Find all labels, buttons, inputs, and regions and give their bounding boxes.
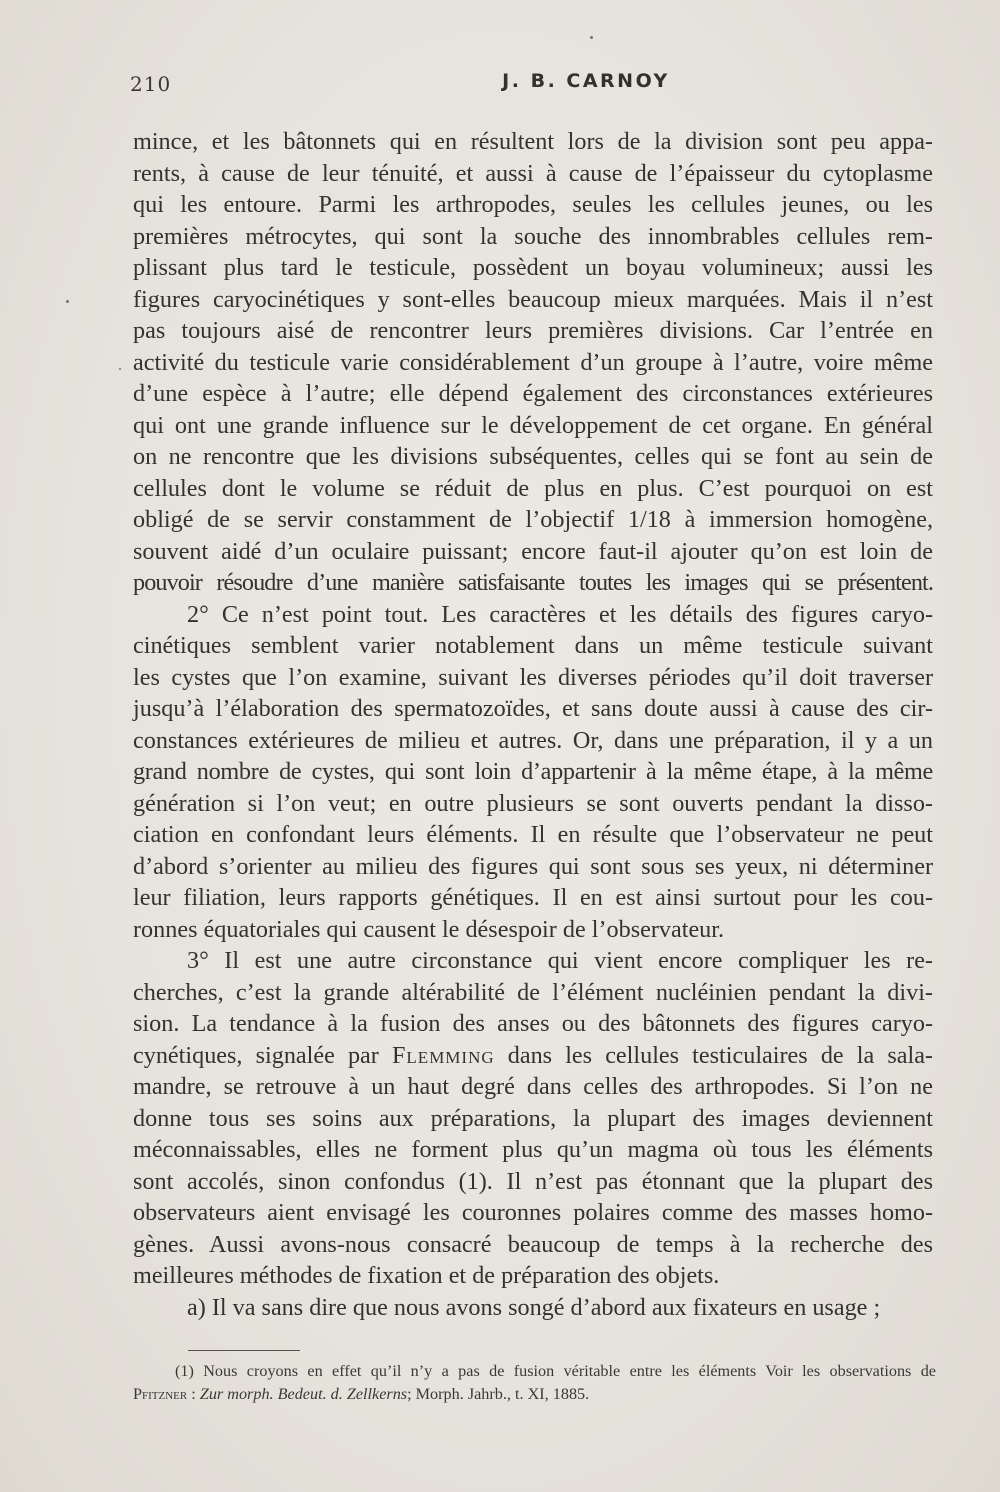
text-line: jusqu’à l’élaboration des spermatozoïdes, et sans doute aussi à cause des cir- (133, 695, 933, 722)
text-line: 3° Il est une autre circonstance qui vient encore compliquer les re- (187, 947, 933, 974)
page-header (130, 68, 932, 104)
text-fragment: dans les cellules testiculaires de la sala- (494, 1041, 933, 1069)
footnote-author: Pfitzner (133, 1385, 188, 1403)
text-line: pas toujours aisé de rencontrer leurs premières divisions. Car l’entrée en (133, 317, 933, 344)
text-line: souvent aidé d’un oculaire puissant; encore faut-il ajouter qu’on est loin de (133, 537, 933, 565)
author-name: Flemming (391, 1041, 495, 1069)
paper-speck (66, 300, 69, 303)
text-line: ronnes équatoriales qui causent le désespoir de l’observateur. (133, 915, 725, 943)
footnote-divider (188, 1350, 300, 1351)
text-line: leur filiation, leurs rapports génétiques. Il en est ainsi surtout pour les cou- (133, 884, 933, 911)
footnote-work-title: Zur morph. Bedeut. d. Zellkerns (199, 1385, 408, 1403)
text-line: cherches, c’est la grande altérabilité de l’élément nucléinien pendant la divi- (133, 978, 933, 1006)
text-line: pouvoir résoudre d’une manière satisfaisante toutes les images qui se présentent. (133, 569, 933, 596)
text-line: constances extérieures de milieu et autres. Or, dans une préparation, il y a un (133, 726, 933, 754)
text-line: d’une espèce à l’autre; elle dépend également des circonstances extérieures (133, 380, 933, 407)
paper-speck (590, 36, 593, 39)
running-title: J. B. CARNOY (502, 70, 670, 92)
text-line: génération si l’on veut; en outre plusieurs se sont ouverts pendant la disso- (133, 789, 933, 817)
text-line: observateurs aient envisagé les couronnes polaires comme des masses homo- (133, 1199, 933, 1226)
text-line (133, 1040, 933, 1072)
text-line: cellules dont le volume se réduit de plus en plus. C’est pourquoi on est (133, 474, 933, 502)
text-line: premières métrocytes, qui sont la souche des innombrables cellules rem- (133, 222, 933, 250)
text-line: on ne rencontre que les divisions subséquentes, celles qui se font au sein de (133, 443, 933, 470)
text-line: gènes. Aussi avons-nous consacré beaucoup de temps à la recherche des (133, 1230, 933, 1258)
footnote-line (133, 1383, 936, 1406)
text-line: sion. La tendance à la fusion des anses ou des bâtonnets des figures caryo- (133, 1010, 933, 1037)
text-fragment: cynétiques, signalée par (133, 1041, 392, 1069)
text-line: meilleures méthodes de fixation et de préparation des objets. (133, 1262, 720, 1289)
footnote-citation: ; Morph. Jahrb., t. XI, 1885. (407, 1385, 590, 1403)
text-line: ciation en confondant leurs éléments. Il en résulte que l’observateur ne peut (133, 821, 933, 848)
text-line: obligé de se servir constamment de l’objectif 1/18 à immersion homogène, (133, 506, 933, 533)
text-line: mandre, se retrouve à un haut degré dans celles des arthropodes. Si l’on ne (133, 1073, 933, 1100)
text-line: a) Il va sans dire que nous avons songé d’abord aux fixateurs en usage ; (187, 1293, 881, 1321)
text-line: qui les entoure. Parmi les arthropodes, seules les cellules jeunes, ou les (133, 191, 933, 218)
footnote-separator: : (187, 1385, 200, 1403)
text-line: activité du testicule varie considérablement d’un groupe à l’autre, voire même (133, 348, 933, 376)
text-line: rents, à cause de leur ténuité, et aussi à cause de l’épaisseur du cytoplasme (133, 159, 933, 187)
text-line: mince, et les bâtonnets qui en résultent lors de la division sont peu appa- (133, 128, 933, 155)
text-line: plissant plus tard le testicule, possèdent un boyau volumineux; aussi les (133, 254, 933, 281)
text-line: donne tous ses soins aux préparations, la plupart des images deviennent (133, 1104, 933, 1132)
text-line: sont accolés, sinon confondus (1). Il n’est pas étonnant que la plupart des (133, 1167, 933, 1195)
footnote-line: (1) Nous croyons en effet qu’il n’y a pas de fusion véritable entre les éléments Voir les observations de (175, 1362, 936, 1380)
text-line: d’abord s’orienter au milieu des figures qui sont sous ses yeux, ni déterminer (133, 852, 933, 880)
paper-speck (119, 368, 121, 370)
text-line: grand nombre de cystes, qui sont loin d’appartenir à la même étape, à la même (133, 758, 933, 785)
text-line: qui ont une grande influence sur le développement de cet organe. En général (133, 411, 933, 439)
text-line: 2° Ce n’est point tout. Les caractères et les détails des figures caryo- (187, 600, 933, 628)
text-line: figures caryocinétiques y sont-elles beaucoup mieux marquées. Mais il n’est (133, 285, 933, 313)
text-line: cinétiques semblent varier notablement dans un même testicule suivant (133, 632, 933, 659)
text-line: méconnaissables, elles ne forment plus qu’un magma où tous les éléments (133, 1136, 933, 1163)
footnote (133, 1360, 936, 1406)
body-text (133, 126, 933, 1323)
text-line: les cystes que l’on examine, suivant les diverses périodes qu’il doit traverser (133, 663, 933, 691)
page-number: 210 (130, 72, 172, 96)
